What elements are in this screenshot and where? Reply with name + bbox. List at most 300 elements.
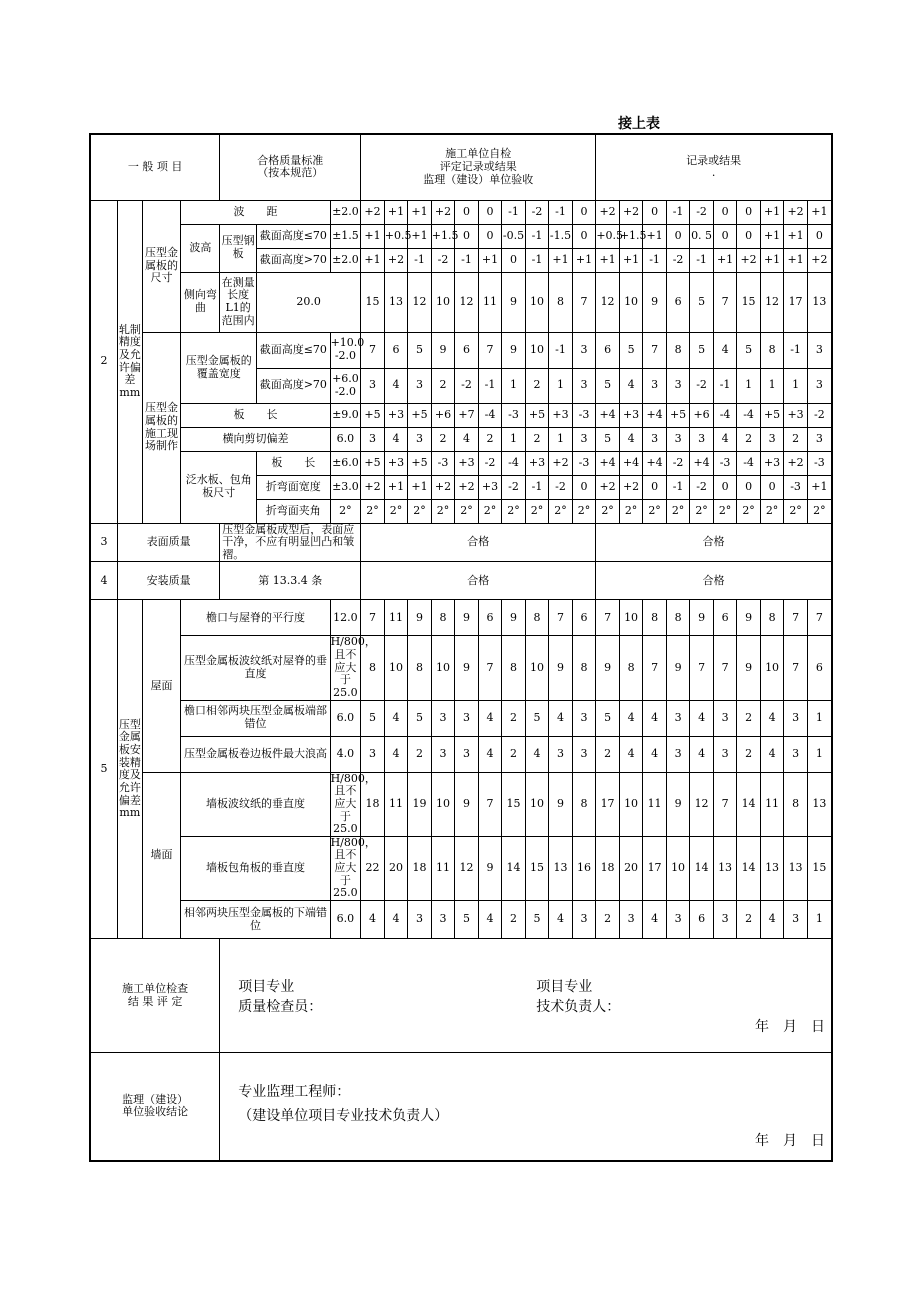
roof-label: 屋面 — [142, 600, 181, 772]
value-cell: 9 — [666, 636, 690, 700]
date-line: 年 月 日 — [755, 1019, 825, 1036]
value-cell: +4 — [643, 451, 667, 475]
value-cell: +5 — [408, 403, 432, 427]
value-cell: 7 — [549, 600, 573, 636]
value-cell: 19 — [408, 772, 432, 836]
value-cell: 10 — [666, 836, 690, 900]
value-cell: 0 — [572, 200, 596, 224]
value-cell: 4 — [619, 368, 643, 403]
value-cell: +2 — [784, 200, 808, 224]
value-cell: 6 — [596, 332, 620, 368]
value-cell: +2 — [619, 475, 643, 499]
value-cell: 4 — [478, 736, 502, 772]
standard-value: H/800，且不应大于 25.0 — [330, 771, 376, 836]
self-check-result: 合格 — [361, 523, 596, 562]
value-cell: 9 — [502, 272, 526, 332]
standard-value: +10.0 -2.0 — [330, 332, 361, 368]
contractor-sign-block — [220, 939, 832, 1053]
record-result: 合格 — [596, 523, 832, 562]
value-cell: 17 — [596, 772, 620, 836]
value-cell: 0 — [455, 224, 479, 248]
value-cell: +0.5 — [384, 224, 408, 248]
value-cell: 2° — [619, 499, 643, 523]
value-cell: -1 — [666, 475, 690, 499]
standard-value: ±2.0 — [330, 200, 361, 224]
value-cell: +1 — [408, 224, 432, 248]
value-cell: 8 — [760, 332, 784, 368]
value-cell: 9 — [666, 772, 690, 836]
value-cell: 2 — [502, 700, 526, 736]
record-header: 记录或结果 . — [596, 134, 832, 200]
value-cell: 9 — [596, 636, 620, 700]
value-cell: 0 — [502, 248, 526, 272]
value-cell: 6 — [807, 636, 832, 700]
value-cell: -1 — [549, 332, 573, 368]
value-cell: 4 — [478, 700, 502, 736]
value-cell: 0 — [713, 475, 737, 499]
value-cell: +1.5 — [619, 224, 643, 248]
value-cell: -1 — [690, 248, 714, 272]
value-cell: -1 — [502, 200, 526, 224]
value-cell: 8 — [502, 636, 526, 700]
value-cell: 7 — [713, 636, 737, 700]
owner-label: （建设单位项目专业技术负责人） — [238, 1107, 449, 1124]
value-cell: 12 — [760, 272, 784, 332]
value-cell: +2 — [455, 475, 479, 499]
value-cell: 11 — [431, 836, 455, 900]
value-cell: +1 — [760, 224, 784, 248]
value-cell: 13 — [384, 272, 408, 332]
value-cell: 3 — [572, 368, 596, 403]
value-cell: 6 — [455, 332, 479, 368]
standard-value: 12.0 — [330, 600, 361, 636]
value-cell: 18 — [596, 836, 620, 900]
value-cell: 2° — [502, 499, 526, 523]
value-cell: 4 — [384, 901, 408, 939]
value-cell: +6 — [690, 403, 714, 427]
value-cell: 9 — [478, 836, 502, 900]
value-cell: 1 — [807, 700, 832, 736]
value-cell: 10 — [525, 272, 549, 332]
value-cell: 4 — [549, 901, 573, 939]
value-cell: 0 — [737, 200, 761, 224]
row-name: 檐口相邻两块压型金属板端部错位 — [181, 700, 330, 736]
value-cell: 11 — [760, 772, 784, 836]
value-cell: 11 — [478, 272, 502, 332]
value-cell: 4 — [760, 901, 784, 939]
value-cell: 7 — [478, 772, 502, 836]
value-cell: 9 — [431, 332, 455, 368]
value-cell: 9 — [408, 600, 432, 636]
value-cell: 10 — [760, 636, 784, 700]
value-cell: -1 — [478, 368, 502, 403]
supervisor-label: 监理（建设） 单位验收结论 — [90, 1053, 220, 1161]
value-cell: 10 — [431, 636, 455, 700]
value-cell: 4 — [619, 700, 643, 736]
value-cell: -3 — [502, 403, 526, 427]
value-cell: 13 — [760, 836, 784, 900]
value-cell: -2 — [666, 451, 690, 475]
value-cell: -4 — [478, 403, 502, 427]
value-cell: 3 — [666, 736, 690, 772]
value-cell: 7 — [596, 600, 620, 636]
value-cell: 13 — [807, 272, 832, 332]
value-cell: +1 — [408, 475, 432, 499]
value-cell: 3 — [690, 427, 714, 451]
value-cell: 3 — [572, 700, 596, 736]
value-cell: 4 — [525, 736, 549, 772]
row-name: 压型金属板波纹纸对屋脊的垂直度 — [181, 636, 330, 700]
value-cell: 1 — [549, 427, 573, 451]
value-cell: 4 — [549, 700, 573, 736]
value-cell: +2 — [784, 451, 808, 475]
item-name: 安装质量 — [118, 562, 220, 600]
value-cell: +1 — [408, 200, 432, 224]
value-cell: +1 — [784, 224, 808, 248]
value-cell: 3 — [666, 901, 690, 939]
value-cell: 0 — [643, 475, 667, 499]
value-cell: 3 — [572, 901, 596, 939]
value-cell: 6 — [478, 600, 502, 636]
value-cell: +3 — [455, 451, 479, 475]
value-cell: 2° — [384, 499, 408, 523]
standard-value: 2° — [330, 499, 361, 523]
value-cell: -4 — [713, 403, 737, 427]
value-cell: 6 — [690, 901, 714, 939]
section-title: 压型金属板安装精度及允许偏差mm — [118, 600, 143, 939]
value-cell: 2° — [478, 499, 502, 523]
value-cell: 4 — [384, 368, 408, 403]
standard-value: ±2.0 — [330, 248, 361, 272]
value-cell: +1 — [549, 248, 573, 272]
value-cell: 8 — [408, 636, 432, 700]
value-cell: -2 — [666, 248, 690, 272]
value-cell: +1 — [807, 200, 832, 224]
value-cell: 15 — [737, 272, 761, 332]
value-cell: 5 — [455, 901, 479, 939]
value-cell: 3 — [455, 700, 479, 736]
value-cell: +0.5 — [596, 224, 620, 248]
value-cell: 13 — [549, 836, 573, 900]
value-cell: -1 — [525, 248, 549, 272]
standard-value: ±1.5 — [330, 224, 361, 248]
side-bend-note: 在测量长度L1的范围内 — [220, 272, 257, 332]
general-item-header: 一 般 项 目 — [90, 134, 220, 200]
value-cell: 6 — [713, 600, 737, 636]
value-cell: 3 — [807, 332, 832, 368]
value-cell: +5 — [666, 403, 690, 427]
qc-label: 项目专业 — [238, 979, 295, 996]
row-name: 折弯面夹角 — [257, 499, 331, 523]
value-cell: 11 — [384, 772, 408, 836]
value-cell: 5 — [596, 700, 620, 736]
value-cell: 2° — [361, 499, 385, 523]
value-cell: 7 — [784, 600, 808, 636]
value-cell: +1.5 — [431, 224, 455, 248]
value-cell: 3 — [572, 427, 596, 451]
value-cell: 0 — [666, 224, 690, 248]
steel-label: 压型钢板 — [220, 224, 257, 272]
value-cell: 8 — [572, 636, 596, 700]
value-cell: 4 — [384, 427, 408, 451]
value-cell: 2 — [737, 736, 761, 772]
value-cell: 7 — [643, 332, 667, 368]
standard-clause: 第 13.3.4 条 — [220, 562, 361, 600]
value-cell: +2 — [549, 451, 573, 475]
value-cell: 20 — [619, 836, 643, 900]
value-cell: 2 — [431, 368, 455, 403]
value-cell: +3 — [384, 403, 408, 427]
value-cell: 3 — [572, 736, 596, 772]
value-cell: 0 — [713, 224, 737, 248]
self-check-header: 施工单位自检 评定记录或结果 监理（建设）单位验收 — [361, 134, 596, 200]
row-name: 压型金属板卷边板件最大浪高 — [181, 736, 330, 772]
side-bend-label: 侧向弯曲 — [181, 272, 220, 332]
value-cell: 7 — [361, 600, 385, 636]
value-cell: 5 — [525, 901, 549, 939]
value-cell: 8 — [760, 600, 784, 636]
value-cell: 2 — [737, 427, 761, 451]
value-cell: 6 — [384, 332, 408, 368]
value-cell: 16 — [572, 836, 596, 900]
value-cell: 7 — [572, 272, 596, 332]
value-cell: +1 — [784, 248, 808, 272]
row-name: 板 长 — [181, 403, 330, 427]
value-cell: 1 — [737, 368, 761, 403]
value-cell: 8 — [666, 600, 690, 636]
value-cell: 2° — [643, 499, 667, 523]
value-cell: 3 — [713, 901, 737, 939]
value-cell: 1 — [807, 736, 832, 772]
value-cell: 7 — [807, 600, 832, 636]
standard-value: 4.0 — [330, 736, 361, 772]
value-cell: 5 — [361, 700, 385, 736]
value-cell: 7 — [478, 636, 502, 700]
value-cell: 17 — [643, 836, 667, 900]
value-cell: 12 — [690, 772, 714, 836]
inspection-table — [89, 133, 833, 1162]
value-cell: 12 — [596, 272, 620, 332]
value-cell: -1 — [455, 248, 479, 272]
value-cell: 2 — [596, 901, 620, 939]
row-name: 截面高度≤70 — [257, 332, 331, 368]
value-cell: +4 — [619, 451, 643, 475]
item-number: 4 — [90, 562, 118, 600]
value-cell: 4 — [690, 736, 714, 772]
value-cell: 3 — [572, 332, 596, 368]
value-cell: 0 — [737, 475, 761, 499]
value-cell: 5 — [596, 427, 620, 451]
engineer-label: 专业监理工程师： — [238, 1084, 351, 1101]
value-cell: 2 — [502, 736, 526, 772]
value-cell: +2 — [431, 200, 455, 224]
value-cell: 9 — [643, 272, 667, 332]
value-cell: -1 — [525, 475, 549, 499]
wall-label: 墙面 — [142, 772, 181, 938]
value-cell: 2° — [525, 499, 549, 523]
value-cell: 18 — [361, 772, 385, 836]
group-title: 压型金属板的尺寸 — [142, 200, 181, 332]
value-cell: 3 — [713, 700, 737, 736]
value-cell: 4 — [760, 700, 784, 736]
value-cell: 4 — [713, 427, 737, 451]
value-cell: 8 — [666, 332, 690, 368]
value-cell: 8 — [361, 636, 385, 700]
value-cell: 3 — [784, 700, 808, 736]
value-cell: +5 — [361, 451, 385, 475]
value-cell: 15 — [807, 836, 832, 900]
value-cell: 0 — [807, 224, 832, 248]
value-cell: 9 — [549, 772, 573, 836]
value-cell: 8 — [549, 272, 573, 332]
value-cell: 3 — [408, 368, 432, 403]
value-cell: +3 — [478, 475, 502, 499]
value-cell: 9 — [455, 600, 479, 636]
value-cell: 2 — [431, 427, 455, 451]
value-cell: -2 — [690, 475, 714, 499]
value-cell: 8 — [784, 772, 808, 836]
row-name: 折弯面宽度 — [257, 475, 331, 499]
value-cell: 0 — [572, 475, 596, 499]
value-cell: 1 — [784, 368, 808, 403]
value-cell: -2 — [502, 475, 526, 499]
standard-value: H/800，且不应大于 25.0 — [330, 635, 376, 699]
value-cell: 1 — [549, 368, 573, 403]
value-cell: 3 — [431, 901, 455, 939]
value-cell: 9 — [455, 636, 479, 700]
standard-value: ±6.0 — [330, 451, 361, 475]
value-cell: +5 — [525, 403, 549, 427]
value-cell: +2 — [596, 200, 620, 224]
value-cell: 6 — [666, 272, 690, 332]
value-cell: 9 — [737, 636, 761, 700]
qc-label-2: 质量检查员： — [238, 999, 323, 1016]
value-cell: -0.5 — [502, 224, 526, 248]
value-cell: 5 — [690, 272, 714, 332]
value-cell: 10 — [384, 636, 408, 700]
value-cell: 0. 5 — [690, 224, 714, 248]
value-cell: 5 — [408, 332, 432, 368]
value-cell: 12 — [455, 272, 479, 332]
value-cell: 5 — [737, 332, 761, 368]
value-cell: 3 — [666, 700, 690, 736]
value-cell: 2° — [713, 499, 737, 523]
value-cell: 10 — [619, 600, 643, 636]
item-name: 表面质量 — [118, 523, 220, 562]
value-cell: 0 — [478, 224, 502, 248]
value-cell: 11 — [643, 772, 667, 836]
value-cell: -1 — [666, 200, 690, 224]
value-cell: 4 — [643, 736, 667, 772]
value-cell: 2 — [502, 901, 526, 939]
value-cell: 3 — [361, 736, 385, 772]
value-cell: 0 — [455, 200, 479, 224]
value-cell: 8 — [525, 600, 549, 636]
value-cell: -2 — [549, 475, 573, 499]
value-cell: 2° — [408, 499, 432, 523]
value-cell: 7 — [478, 332, 502, 368]
value-cell: +2 — [737, 248, 761, 272]
value-cell: 0 — [572, 224, 596, 248]
standard-value: +6.0 -2.0 — [330, 368, 361, 403]
row-name: 墙板包角板的垂直度 — [181, 836, 330, 900]
value-cell: 12 — [455, 836, 479, 900]
standard-header: 合格质量标准 （按本规范） — [220, 134, 361, 200]
value-cell: 1 — [760, 368, 784, 403]
value-cell: 4 — [619, 736, 643, 772]
value-cell: 2° — [737, 499, 761, 523]
value-cell: -3 — [784, 475, 808, 499]
value-cell: 3 — [807, 427, 832, 451]
value-cell: 13 — [784, 836, 808, 900]
value-cell: 8 — [572, 772, 596, 836]
value-cell: 2 — [596, 736, 620, 772]
value-cell: 4 — [690, 700, 714, 736]
value-cell: -3 — [713, 451, 737, 475]
value-cell: +1 — [760, 200, 784, 224]
value-cell: 14 — [737, 772, 761, 836]
value-cell: +2 — [807, 248, 832, 272]
value-cell: +5 — [408, 451, 432, 475]
value-cell: +7 — [455, 403, 479, 427]
value-cell: +3 — [525, 451, 549, 475]
value-cell: -2 — [690, 200, 714, 224]
value-cell: 7 — [713, 272, 737, 332]
value-cell: 0 — [737, 224, 761, 248]
value-cell: 9 — [455, 772, 479, 836]
value-cell: -3 — [431, 451, 455, 475]
standard-value: H/800，且不应大于 25.0 — [330, 835, 376, 900]
value-cell: 5 — [690, 332, 714, 368]
row-name: 横向剪切偏差 — [181, 427, 330, 451]
tech-label-2: 技术负责人： — [536, 999, 621, 1016]
value-cell: 7 — [713, 772, 737, 836]
value-cell: 3 — [784, 736, 808, 772]
value-cell: 2 — [525, 368, 549, 403]
value-cell: +1 — [361, 224, 385, 248]
value-cell: +1 — [572, 248, 596, 272]
value-cell: 2° — [807, 499, 832, 523]
value-cell: 4 — [361, 901, 385, 939]
value-cell: -4 — [737, 403, 761, 427]
value-cell: 10 — [619, 272, 643, 332]
value-cell: -1 — [643, 248, 667, 272]
value-cell: 3 — [666, 368, 690, 403]
row-name: 截面高度≤70 — [257, 224, 331, 248]
value-cell: -1.5 — [549, 224, 573, 248]
value-cell: 2° — [690, 499, 714, 523]
tech-label: 项目专业 — [536, 979, 593, 996]
value-cell: 4 — [478, 901, 502, 939]
value-cell: 13 — [807, 772, 832, 836]
value-cell: 22 — [361, 836, 385, 900]
group-title: 压型金属板的施工现场制作 — [142, 332, 181, 523]
value-cell: -2 — [431, 248, 455, 272]
value-cell: +1 — [619, 248, 643, 272]
value-cell: 3 — [713, 736, 737, 772]
value-cell: 1 — [502, 427, 526, 451]
continued-label: 接上表 — [618, 116, 660, 132]
value-cell: 2 — [737, 700, 761, 736]
value-cell: +4 — [596, 403, 620, 427]
item-number: 2 — [90, 200, 118, 523]
row-name: 檐口与屋脊的平行度 — [181, 600, 330, 636]
value-cell: 2° — [596, 499, 620, 523]
value-cell: 15 — [502, 772, 526, 836]
value-cell: 12 — [408, 272, 432, 332]
value-cell: 2° — [431, 499, 455, 523]
value-cell: -2 — [478, 451, 502, 475]
